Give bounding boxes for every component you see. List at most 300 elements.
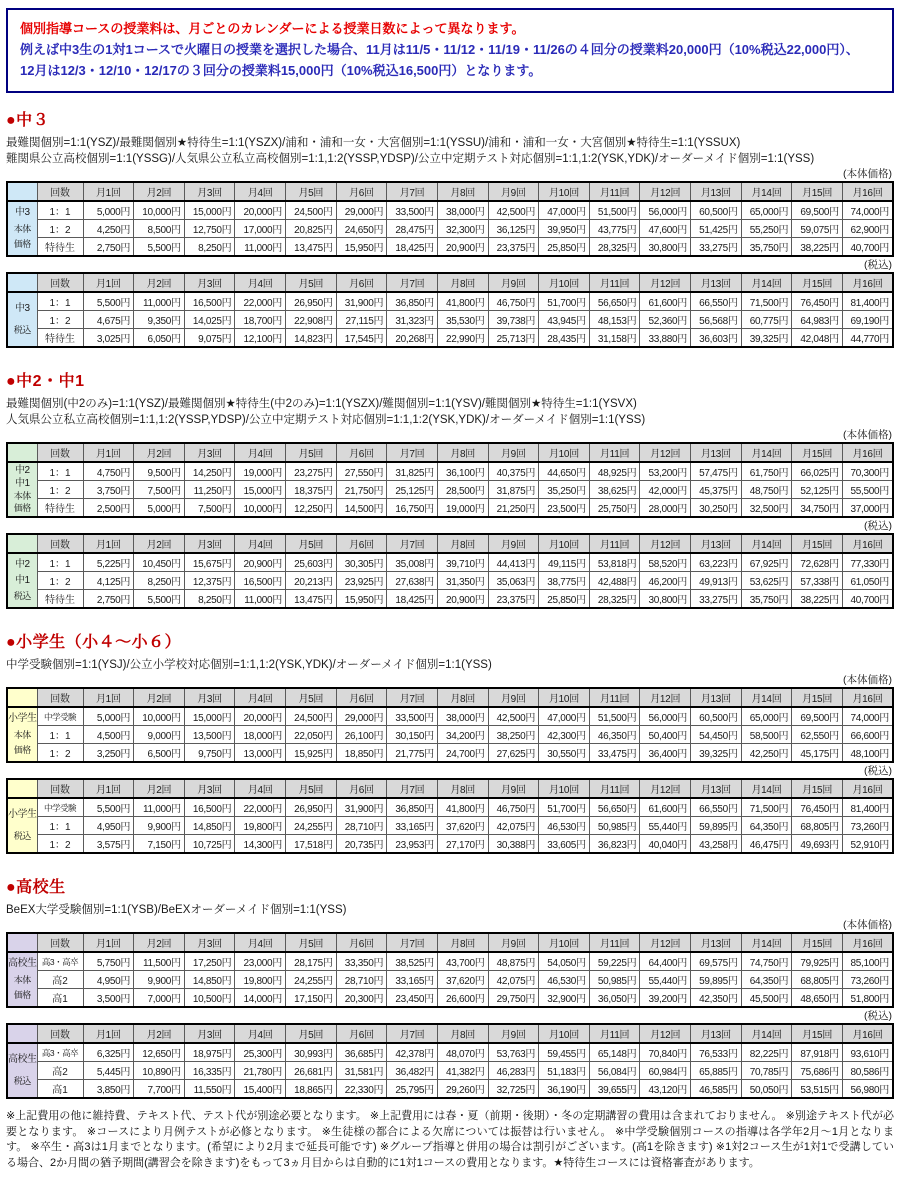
price-cell: 26,681円 [286,1062,337,1080]
column-header: 月15回 [792,273,843,292]
price-cell: 9,900円 [134,817,185,835]
price-cell: 15,950円 [336,238,387,257]
price-cell: 81,400円 [842,798,893,817]
price-cell: 22,908円 [286,311,337,329]
column-header: 月3回 [184,779,235,798]
price-cell: 45,375円 [691,481,742,499]
column-header: 月1回 [83,779,134,798]
price-cell: 39,325円 [691,744,742,763]
price-cell: 48,070円 [437,1043,488,1062]
price-cell: 28,325円 [589,590,640,609]
column-header: 月4回 [235,182,286,201]
price-cell: 25,300円 [235,1043,286,1062]
group-label [7,201,37,256]
price-cell: 39,325円 [741,329,792,348]
column-header: 回数 [37,779,83,798]
price-cell: 12,375円 [184,572,235,590]
section [6,629,894,854]
price-cell: 85,100円 [842,952,893,971]
column-header: 月14回 [741,182,792,201]
price-cell: 5,750円 [83,952,134,971]
price-cell: 38,250円 [488,726,539,744]
column-header: 月7回 [387,273,438,292]
price-cell: 18,375円 [286,481,337,499]
column-header: 月1回 [83,182,134,201]
price-cell: 56,650円 [589,798,640,817]
price-cell: 47,000円 [539,707,590,726]
price-cell: 48,875円 [488,952,539,971]
price-cell: 16,500円 [184,292,235,311]
price-cell: 49,913円 [691,572,742,590]
price-cell: 5,225円 [83,553,134,572]
price-cell: 22,330円 [336,1080,387,1099]
price-cell: 35,530円 [437,311,488,329]
column-header: 月3回 [184,443,235,462]
price-cell: 39,200円 [640,989,691,1008]
price-cell: 79,925円 [792,952,843,971]
price-cell: 24,500円 [286,201,337,220]
price-cell: 34,200円 [437,726,488,744]
price-cell: 32,900円 [539,989,590,1008]
corner-cell [7,779,37,798]
price-cell: 62,900円 [842,220,893,238]
column-header: 月11回 [589,443,640,462]
price-cell: 46,750円 [488,292,539,311]
column-header: 月10回 [539,779,590,798]
column-header: 月6回 [336,534,387,553]
price-cell: 14,823円 [286,329,337,348]
price-cell: 5,000円 [134,499,185,518]
price-cell: 13,475円 [286,238,337,257]
price-cell: 40,040円 [640,835,691,854]
row-label: 1：1 [37,462,83,481]
price-table [6,272,894,348]
row-label: 1：2 [37,835,83,854]
price-cell: 15,000円 [235,481,286,499]
price-cell: 14,850円 [184,817,235,835]
price-cell: 21,750円 [336,481,387,499]
price-cell: 58,500円 [741,726,792,744]
price-cell: 28,710円 [336,971,387,989]
group-label [7,707,37,762]
column-header: 月5回 [286,443,337,462]
column-header: 月8回 [437,688,488,707]
price-table [6,1023,894,1099]
price-cell: 26,950円 [286,292,337,311]
price-cell: 52,360円 [640,311,691,329]
price-cell: 14,250円 [184,462,235,481]
price-cell: 65,885円 [691,1062,742,1080]
price-cell: 38,225円 [792,590,843,609]
price-cell: 35,750円 [741,238,792,257]
price-type-label: (税込) [864,259,892,271]
notice-line-3: 12月は12/3・12/10・12/17の３回分の授業料15,000円（10%税込16,500円）となります。 [20,63,542,78]
price-cell: 42,350円 [691,989,742,1008]
price-cell: 31,323円 [387,311,438,329]
price-cell: 22,990円 [437,329,488,348]
group-sub-line: 本体 [13,491,31,501]
price-table [6,778,894,854]
price-cell: 30,388円 [488,835,539,854]
price-cell: 19,800円 [235,817,286,835]
column-header: 月4回 [235,688,286,707]
price-cell: 18,425円 [387,238,438,257]
price-cell: 23,375円 [488,238,539,257]
group-sub-line: 税込 [13,324,31,335]
column-header: 月16回 [842,933,893,952]
column-header: 月5回 [286,779,337,798]
column-header: 月9回 [488,779,539,798]
column-header: 月2回 [134,933,185,952]
price-cell: 62,550円 [792,726,843,744]
price-cell: 51,500円 [589,201,640,220]
price-cell: 80,586円 [842,1062,893,1080]
price-cell: 46,350円 [589,726,640,744]
price-table [6,442,894,518]
price-cell: 75,686円 [792,1062,843,1080]
price-cell: 51,700円 [539,798,590,817]
price-cell: 30,993円 [286,1043,337,1062]
price-cell: 18,425円 [387,590,438,609]
price-cell: 56,000円 [640,201,691,220]
row-label: 1：2 [37,220,83,238]
price-cell: 76,533円 [691,1043,742,1062]
price-cell: 46,475円 [741,835,792,854]
price-cell: 42,500円 [488,707,539,726]
price-cell: 51,700円 [539,292,590,311]
price-cell: 48,650円 [792,989,843,1008]
price-cell: 74,750円 [741,952,792,971]
price-cell: 42,500円 [488,201,539,220]
column-header: 月4回 [235,933,286,952]
price-cell: 23,000円 [235,952,286,971]
column-header: 月12回 [640,182,691,201]
corner-cell [7,182,37,201]
price-cell: 53,515円 [792,1080,843,1099]
price-table [6,181,894,257]
price-cell: 10,725円 [184,835,235,854]
price-cell: 23,953円 [387,835,438,854]
price-cell: 12,650円 [134,1043,185,1062]
price-cell: 35,063円 [488,572,539,590]
column-header: 月15回 [792,443,843,462]
row-label: 高2 [37,971,83,989]
column-header: 月13回 [691,933,742,952]
column-header: 月12回 [640,933,691,952]
price-cell: 70,840円 [640,1043,691,1062]
group-sub-line: 税込 [13,1075,31,1086]
price-cell: 51,183円 [539,1062,590,1080]
column-header: 月7回 [387,688,438,707]
column-header: 月5回 [286,688,337,707]
group-name-line: 中1 [14,478,30,489]
price-type-label: (税込) [864,520,892,532]
group-sub-line: 税込 [13,591,31,601]
price-cell: 55,440円 [640,817,691,835]
price-cell: 38,225円 [792,238,843,257]
column-header: 月12回 [640,443,691,462]
price-cell: 69,500円 [792,707,843,726]
price-cell: 10,000円 [235,499,286,518]
price-cell: 19,800円 [235,971,286,989]
price-cell: 33,605円 [539,835,590,854]
price-cell: 18,865円 [286,1080,337,1099]
price-cell: 14,500円 [336,499,387,518]
price-cell: 14,025円 [184,311,235,329]
price-cell: 9,500円 [134,462,185,481]
price-cell: 52,910円 [842,835,893,854]
sections [6,107,894,1099]
price-cell: 40,700円 [842,238,893,257]
column-header: 月5回 [286,1024,337,1043]
price-cell: 29,000円 [336,707,387,726]
group-label-lines [8,203,37,254]
price-cell: 15,675円 [184,553,235,572]
group-label [7,952,37,1007]
row-label: 1：1 [37,553,83,572]
column-header: 月8回 [437,534,488,553]
price-cell: 36,850円 [387,292,438,311]
price-cell: 20,735円 [336,835,387,854]
price-cell: 21,775円 [387,744,438,763]
price-cell: 28,475円 [387,220,438,238]
price-cell: 66,600円 [842,726,893,744]
group-name-line: 中2 [14,465,30,476]
corner-cell [7,688,37,707]
price-cell: 55,250円 [741,220,792,238]
price-cell: 93,610円 [842,1043,893,1062]
price-cell: 14,300円 [235,835,286,854]
price-cell: 71,500円 [741,798,792,817]
price-cell: 41,382円 [437,1062,488,1080]
price-cell: 48,750円 [741,481,792,499]
price-cell: 17,518円 [286,835,337,854]
price-cell: 4,675円 [83,311,134,329]
group-name-line: 中3 [14,303,30,315]
price-type-label: (本体価格) [843,674,892,686]
column-header: 月9回 [488,933,539,952]
group-label-lines [8,954,37,1005]
price-cell: 11,000円 [235,238,286,257]
price-cell: 55,440円 [640,971,691,989]
price-cell: 5,000円 [83,201,134,220]
group-sub-line: 価格 [13,238,31,249]
price-cell: 32,500円 [741,499,792,518]
column-header: 月1回 [83,534,134,553]
column-header: 月7回 [387,933,438,952]
price-cell: 43,700円 [437,952,488,971]
price-cell: 18,000円 [235,726,286,744]
column-header: 月4回 [235,779,286,798]
group-name-line: 中3 [14,207,30,219]
price-cell: 50,985円 [589,817,640,835]
price-cell: 33,500円 [387,201,438,220]
price-cell: 2,500円 [83,499,134,518]
group-sub-line: 価格 [13,503,31,513]
price-cell: 46,750円 [488,798,539,817]
price-cell: 70,785円 [741,1062,792,1080]
column-header: 月15回 [792,688,843,707]
column-header: 月6回 [336,182,387,201]
price-cell: 42,378円 [387,1043,438,1062]
group-sub-line: 税込 [13,830,31,841]
price-cell: 38,000円 [437,201,488,220]
row-label: 中学受験 [37,798,83,817]
price-type-label: (本体価格) [843,429,892,441]
column-header: 月13回 [691,1024,742,1043]
price-type-label: (本体価格) [843,919,892,931]
price-cell: 15,000円 [184,201,235,220]
price-cell: 51,800円 [842,989,893,1008]
price-cell: 15,400円 [235,1080,286,1099]
column-header: 月12回 [640,534,691,553]
column-header: 月9回 [488,688,539,707]
price-cell: 63,223円 [691,553,742,572]
price-cell: 60,775円 [741,311,792,329]
group-label [7,553,37,608]
column-header: 月14回 [741,1024,792,1043]
price-cell: 51,500円 [589,707,640,726]
column-header: 月9回 [488,273,539,292]
price-cell: 57,475円 [691,462,742,481]
price-cell: 53,200円 [640,462,691,481]
price-cell: 59,225円 [589,952,640,971]
price-cell: 18,850円 [336,744,387,763]
price-cell: 43,945円 [539,311,590,329]
column-header: 月7回 [387,534,438,553]
price-cell: 74,000円 [842,707,893,726]
column-header: 月13回 [691,443,742,462]
price-cell: 72,628円 [792,553,843,572]
group-label-lines [8,1045,37,1096]
column-header: 月8回 [437,1024,488,1043]
price-cell: 33,165円 [387,817,438,835]
price-cell: 36,190円 [539,1080,590,1099]
price-cell: 46,200円 [640,572,691,590]
price-cell: 39,710円 [437,553,488,572]
price-cell: 5,445円 [83,1062,134,1080]
price-table [6,932,894,1008]
price-cell: 44,650円 [539,462,590,481]
price-cell: 29,260円 [437,1080,488,1099]
column-header: 月6回 [336,1024,387,1043]
price-cell: 47,000円 [539,201,590,220]
column-header: 回数 [37,933,83,952]
column-header: 月12回 [640,1024,691,1043]
price-cell: 54,050円 [539,952,590,971]
price-cell: 18,975円 [184,1043,235,1062]
price-cell: 27,115円 [336,311,387,329]
group-name-line: 高校生 [8,1054,37,1066]
column-header: 回数 [37,182,83,201]
price-cell: 43,775円 [589,220,640,238]
group-label [7,462,37,517]
price-cell: 49,115円 [539,553,590,572]
price-cell: 36,400円 [640,744,691,763]
price-cell: 14,850円 [184,971,235,989]
price-cell: 82,225円 [741,1043,792,1062]
group-label-lines [8,294,37,345]
column-header: 月14回 [741,443,792,462]
price-table [6,533,894,609]
column-header: 月11回 [589,688,640,707]
price-cell: 13,000円 [235,744,286,763]
price-cell: 3,750円 [83,481,134,499]
column-header: 月11回 [589,273,640,292]
price-cell: 42,300円 [539,726,590,744]
price-cell: 43,258円 [691,835,742,854]
price-cell: 59,455円 [539,1043,590,1062]
section-title: ●中３ [6,112,50,129]
price-cell: 33,165円 [387,971,438,989]
price-cell: 33,500円 [387,707,438,726]
price-cell: 22,050円 [286,726,337,744]
price-cell: 64,350円 [741,817,792,835]
price-cell: 2,750円 [83,238,134,257]
price-cell: 15,925円 [286,744,337,763]
price-cell: 60,984円 [640,1062,691,1080]
column-header: 月3回 [184,182,235,201]
column-header: 月6回 [336,273,387,292]
section-title: ●高校生 [6,879,66,896]
price-cell: 11,000円 [134,798,185,817]
price-cell: 36,685円 [336,1043,387,1062]
price-cell: 69,500円 [792,201,843,220]
price-cell: 61,600円 [640,292,691,311]
column-header: 月1回 [83,933,134,952]
row-label: 1：1 [37,726,83,744]
column-header: 月2回 [134,273,185,292]
column-header: 月6回 [336,933,387,952]
price-cell: 3,250円 [83,744,134,763]
column-header: 月10回 [539,273,590,292]
column-header: 月7回 [387,182,438,201]
price-cell: 28,175円 [286,952,337,971]
price-cell: 41,800円 [437,292,488,311]
row-label: 中学受験 [37,707,83,726]
price-cell: 7,500円 [184,499,235,518]
group-label-lines [8,464,37,515]
price-cell: 35,750円 [741,590,792,609]
row-label: 特待生 [37,238,83,257]
price-cell: 56,084円 [589,1062,640,1080]
price-cell: 20,268円 [387,329,438,348]
price-cell: 81,400円 [842,292,893,311]
price-cell: 38,525円 [387,952,438,971]
column-header: 月3回 [184,534,235,553]
corner-cell [7,933,37,952]
column-header: 月16回 [842,534,893,553]
price-cell: 32,300円 [437,220,488,238]
price-cell: 64,400円 [640,952,691,971]
column-header: 月10回 [539,1024,590,1043]
group-label [7,1043,37,1098]
price-cell: 37,620円 [437,817,488,835]
column-header: 月11回 [589,1024,640,1043]
section [6,874,894,1099]
price-cell: 40,700円 [842,590,893,609]
price-cell: 19,000円 [235,462,286,481]
column-header: 月10回 [539,688,590,707]
price-cell: 56,568円 [691,311,742,329]
group-name-line: 中2 [14,559,30,570]
column-header: 月5回 [286,534,337,553]
corner-cell [7,1024,37,1043]
row-label: 1：2 [37,744,83,763]
price-cell: 46,585円 [691,1080,742,1099]
column-header: 月8回 [437,443,488,462]
price-cell: 33,475円 [589,744,640,763]
